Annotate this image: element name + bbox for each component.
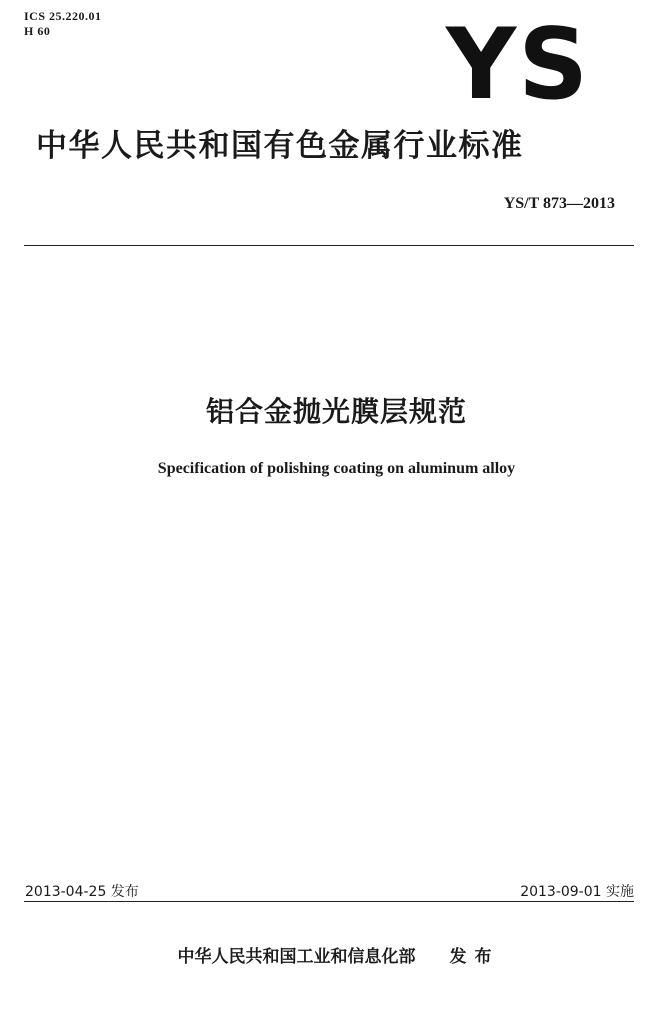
ccs-code: H 60 xyxy=(24,24,51,38)
ys-logo xyxy=(444,18,592,100)
footer-divider xyxy=(24,901,634,902)
header-divider xyxy=(24,245,634,246)
ics-code: ICS 25.220.01 xyxy=(24,9,102,23)
standard-number: YS/T 873—2013 xyxy=(503,195,615,212)
implementation-date: 2013-09-01 实施 xyxy=(520,884,634,900)
svg-text:YS: YS xyxy=(445,18,590,100)
issuer-name: 中华人民共和国工业和信息化部 xyxy=(177,947,416,967)
issue-date: 2013-04-25 发布 xyxy=(25,884,139,900)
document-title-chinese: 铝合金抛光膜层规范 xyxy=(205,395,467,428)
document-title-english: Specification of polishing coating on aluminum alloy xyxy=(157,460,516,477)
industry-standard-title: 中华人民共和国有色金属行业标准 xyxy=(36,128,524,164)
issuer-action: 发布 xyxy=(449,947,500,967)
issuer-line xyxy=(0,942,667,967)
